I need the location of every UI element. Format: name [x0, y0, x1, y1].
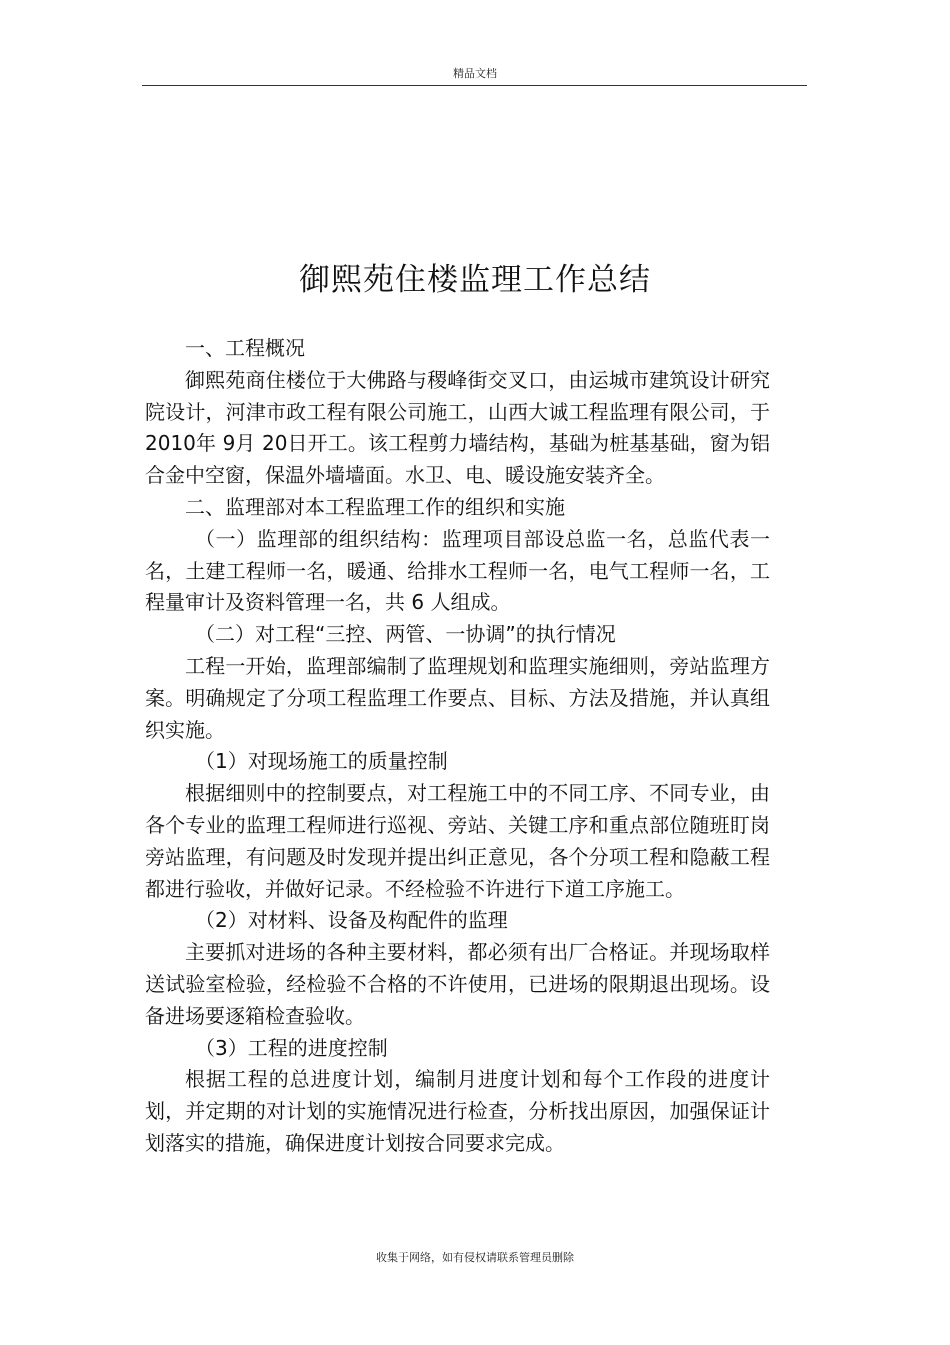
paragraph-schedule-control: 根据工程的总进度计划，编制月进度计划和每个工作段的进度计划，并定期的对计划的实施情况进行检查，分析找出原因，加强保证计划落实的措施，确保进度计划按合同要求完成。 [145, 1067, 770, 1155]
page-header: 精品文档 [453, 67, 497, 80]
section-heading-organization: 二、监理部对本工程监理工作的组织和实施 [185, 494, 565, 519]
document-body [145, 333, 770, 1160]
paragraph-materials: 主要抓对进场的各种主要材料，都必须有出厂合格证。并现场取样送试验室检验，经检验不合格的不许使用，已进场的限期退出现场。设备进场要逐箱检查验收。 [145, 940, 770, 1028]
item-heading-materials: （2）对材料、设备及构配件的监理 [195, 908, 508, 933]
subsection-structure: （一）监理部的组织结构：监理项目部设总监一名，总监代表一名，土建工程师一名，暖通、给排水工程师一名，电气工程师一名，工程量审计及资料管理一名，共 6 人组成。 [145, 526, 770, 615]
section-heading-overview: 一、工程概况 [185, 336, 305, 360]
paragraph-execution: 工程一开始，监理部编制了监理规划和监理实施细则，旁站监理方案。明确规定了分项工程监理工作要点、目标、方法及措施，并认真组织实施。 [145, 653, 770, 742]
item-heading-quality-control: （1）对现场施工的质量控制 [195, 749, 448, 774]
subsection-heading-execution: （二）对工程“三控、两管、一协调”的执行情况 [195, 622, 616, 647]
page-footer: 收集于网络，如有侵权请联系管理员删除 [376, 1251, 574, 1264]
header-divider [142, 85, 807, 86]
paragraph-quality-control: 根据细则中的控制要点，对工程施工中的不同工序、不同专业，由各个专业的监理工程师进行巡视、旁站、关键工序和重点部位随班盯岗旁站监理，有问题及时发现并提出纠正意见，各个分项工程和隐蔽工程都进行验收，并做好记录。不经检验不许进行下道工序施工。 [145, 781, 770, 901]
paragraph-overview: 御熙苑商住楼位于大佛路与稷峰街交叉口，由运城市建筑设计研究院设计，河津市政工程有限公司施工，山西大诚工程监理有限公司，于 2010年 9月 20日开工。该工程剪力墙结构，基础为桩基基础，窗为铝合金中空窗，保温外墙墙面。水卫、电、暖设施安装齐全。 [145, 367, 770, 488]
item-heading-schedule-control: （3）工程的进度控制 [195, 1035, 388, 1060]
document-title: 御熙苑住楼监理工作总结 [299, 262, 651, 298]
